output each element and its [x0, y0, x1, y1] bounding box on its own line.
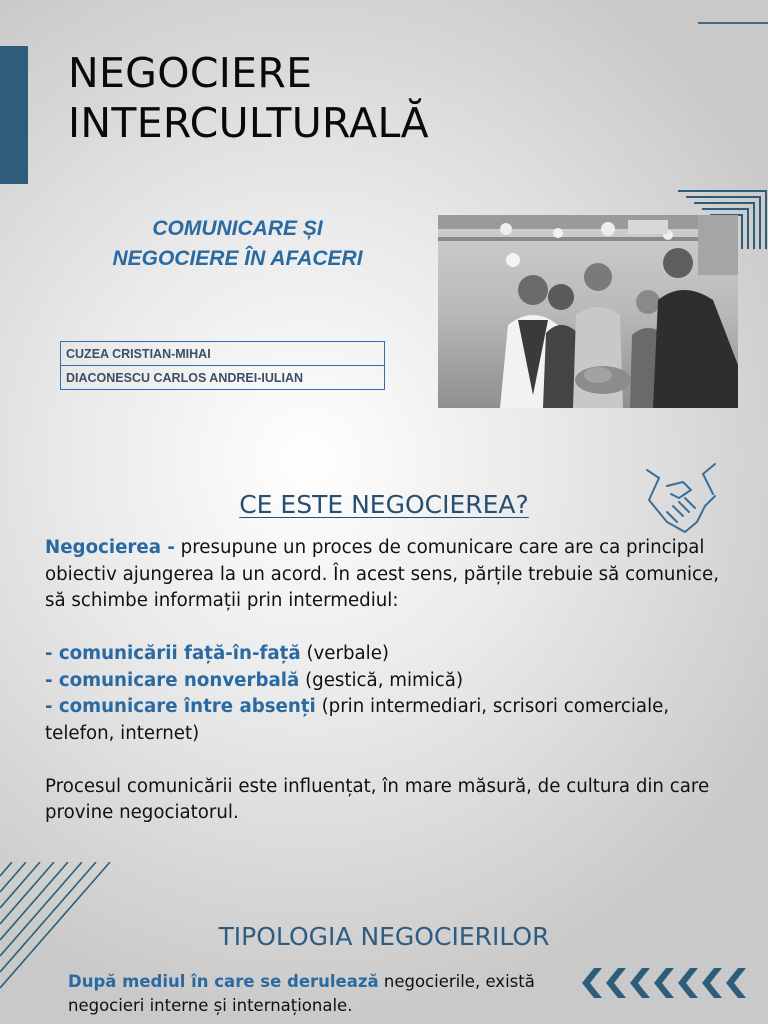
list-item-text: (verbale) — [300, 643, 389, 664]
team-hands-photo — [438, 215, 738, 408]
title-line-1: NEGOCIERE — [68, 49, 313, 97]
intro-bold: Negocierea - — [45, 537, 175, 558]
list-item-text: (gestică, mimică) — [299, 669, 464, 691]
list-item-text: (prin intermediari, scrisori comerciale, telefon, internet) — [45, 696, 670, 744]
page-title — [68, 48, 429, 148]
subtitle — [70, 214, 405, 274]
list-item — [45, 668, 725, 695]
chevrons-left-icon — [568, 966, 754, 1000]
title-line-2: INTERCULTURALĂ — [68, 99, 430, 148]
section-body — [45, 535, 725, 827]
list-item — [45, 694, 725, 747]
typology-text: negocierile, există negocieri interne și internaționale. — [68, 972, 535, 1015]
subtitle-line-2: NEGOCIERE ÎN AFACERI — [112, 247, 363, 270]
subtitle-line-1: COMUNICARE ȘI — [152, 217, 323, 240]
conclusion-paragraph: Procesul comunicării este influențat, în mare măsură, de cultura din care provine negociatorul. — [45, 775, 710, 823]
section-heading-what-is-negotiation: CE ESTE NEGOCIEREA? — [239, 490, 529, 519]
left-accent-bar — [0, 46, 28, 184]
list-item-bold: - comunicării față-în-față — [45, 643, 301, 664]
list-item — [45, 641, 725, 668]
author-row — [61, 342, 385, 366]
authors-table — [60, 341, 385, 390]
intro-paragraph — [45, 535, 725, 615]
author-row — [61, 366, 385, 390]
top-right-accent-line — [698, 22, 768, 24]
typology-paragraph — [68, 970, 568, 1018]
typology-bold: După mediul în care se derulează — [68, 972, 379, 991]
author-name: DIACONESCU CARLOS ANDREI-IULIAN — [61, 366, 385, 390]
intro-text: presupune un proces de comunicare care are ca principal obiectiv ajungerea la un acord. În acest sens, părțile trebuie să comunice, să schimbe informații prin intermediul: — [45, 537, 719, 611]
section-heading-typology: TIPOLOGIA NEGOCIERILOR — [218, 922, 550, 951]
list-item-bold: - comunicare între absenți — [45, 696, 316, 717]
author-name: CUZEA CRISTIAN-MIHAI — [61, 342, 385, 366]
list-item-bold: - comunicare nonverbală — [45, 669, 300, 691]
